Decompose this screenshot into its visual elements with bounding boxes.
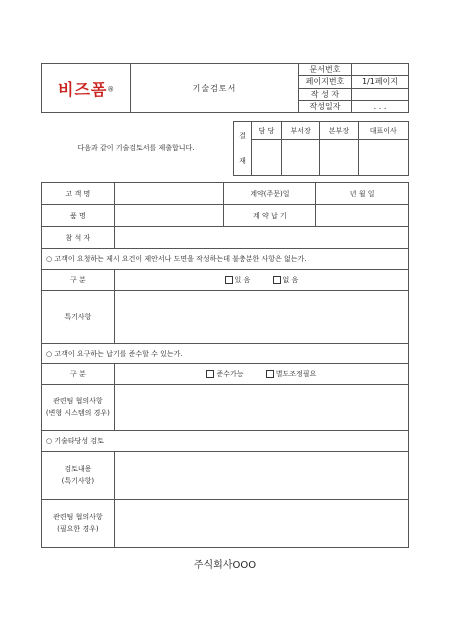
checkbox-adjust[interactable]: [266, 370, 274, 378]
contract-date-label: 계약(주문)일: [224, 183, 316, 205]
document-title: 기술검토서: [131, 64, 299, 113]
header-table: [41, 63, 409, 113]
approval-sign-ceo[interactable]: [358, 140, 408, 176]
meta-label-doc-number: 문서번호: [299, 64, 352, 76]
approval-role-staff: 담 당: [252, 122, 282, 140]
meta-label-page-number: 페이지번호: [299, 76, 352, 88]
approval-sign-division-head[interactable]: [320, 140, 358, 176]
approval-sign-staff[interactable]: [252, 140, 282, 176]
option-comply-label: 준수가능: [216, 370, 244, 378]
meta-value-author[interactable]: [352, 88, 409, 100]
division-label-2: 구 분: [42, 364, 115, 385]
main-form-table: [41, 182, 409, 548]
option-no-label: 없 음: [282, 276, 299, 284]
customer-field[interactable]: [114, 183, 224, 205]
option-yes[interactable]: [225, 275, 251, 285]
logo: [42, 64, 131, 113]
remarks-field[interactable]: [114, 291, 408, 344]
meta-label-date: 작성일자: [299, 100, 352, 112]
meta-value-page-number: 1/1페이지: [352, 76, 409, 88]
option-adjust-label: 별도조정필요: [275, 370, 317, 378]
review-label-a: 검토내용: [64, 465, 92, 474]
review-label: [42, 452, 115, 500]
remarks-label: 특기사항: [42, 291, 115, 344]
attendees-field[interactable]: [114, 227, 408, 249]
division-label: 구 분: [42, 270, 115, 291]
approval-side-1: 결: [239, 131, 246, 140]
delivery-field[interactable]: [316, 205, 409, 227]
customer-label: 고 객 명: [42, 183, 115, 205]
team-consult-field[interactable]: [114, 385, 408, 431]
meta-label-author: 작 성 자: [299, 88, 352, 100]
approval-role-dept-head: 부서장: [282, 122, 320, 140]
availability-options: [114, 270, 408, 291]
registered-mark: ®: [107, 84, 115, 93]
logo-text: 비즈폼: [57, 79, 108, 99]
checkbox-no[interactable]: [273, 276, 281, 284]
section-delivery: ○ 고객이 요구하는 납기를 준수할 수 있는가.: [42, 344, 409, 364]
contract-date-field[interactable]: 년 월 일: [316, 183, 409, 205]
review-label-b: (특기사항): [61, 476, 95, 485]
team2-consult-label-a: 관련팀 협의사항: [53, 513, 103, 522]
approval-side-label: [234, 122, 252, 176]
delivery-options: [114, 364, 408, 385]
submit-statement: 다음과 같이 기술검토서를 제출합니다.: [77, 144, 195, 152]
option-adjust[interactable]: [266, 369, 317, 379]
approval-role-division-head: 본부장: [320, 122, 358, 140]
team2-consult-field[interactable]: [114, 500, 408, 548]
team-consult-label-a: 관련팀 협의사항: [53, 397, 103, 406]
approval-sign-dept-head[interactable]: [282, 140, 320, 176]
team-consult-label-b: (변형 시스템의 경우): [45, 408, 110, 417]
meta-value-doc-number[interactable]: [352, 64, 409, 76]
approval-side-2: 재: [239, 156, 246, 165]
approval-role-ceo: 대표이사: [358, 122, 408, 140]
meta-value-date[interactable]: . . .: [352, 100, 409, 112]
option-comply[interactable]: [206, 369, 243, 379]
section-requirements: ○ 고객이 요청하는 제시 요건이 제안서나 도면을 작성하는데 불충분한 사항은 없는가.: [42, 249, 409, 270]
team2-consult-label: [42, 500, 115, 548]
team-consult-label: [42, 385, 115, 431]
delivery-label: 계 약 납 기: [224, 205, 316, 227]
checkbox-comply[interactable]: [206, 370, 214, 378]
section-technical: ○ 기술타당성 검토: [42, 431, 409, 452]
item-field[interactable]: [114, 205, 224, 227]
team2-consult-label-b: (필요한 경우): [57, 524, 99, 533]
item-label: 품 명: [42, 205, 115, 227]
approval-table: [233, 121, 409, 176]
review-field[interactable]: [114, 452, 408, 500]
attendees-label: 참 석 자: [42, 227, 115, 249]
option-no[interactable]: [273, 275, 299, 285]
company-name: 주식회사OOO: [193, 560, 257, 571]
option-yes-label: 있 음: [234, 276, 251, 284]
checkbox-yes[interactable]: [225, 276, 233, 284]
